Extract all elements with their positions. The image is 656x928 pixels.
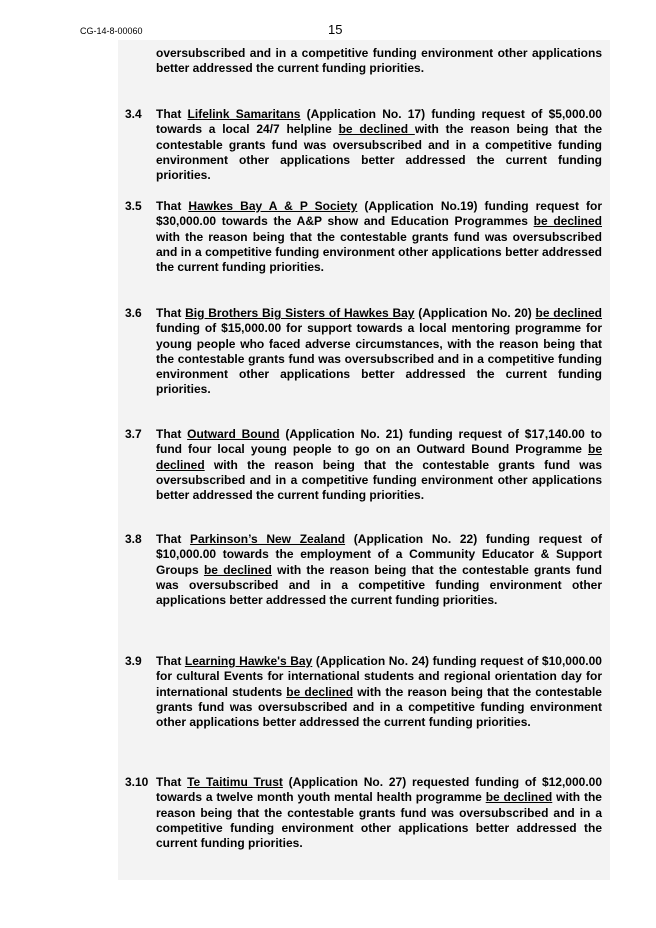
resolution-item: That Parkinson’s New Zealand (Application No. 22) funding request of $10,000.00 towards the employment of a Community Educator & Support Groups be declined with the reason being that the contestable grants fund was oversubscribed and in a competitive funding environment other applications better addressed the current funding priorities. [156, 532, 602, 608]
decision-text: be declined [203, 562, 272, 577]
resolution-item: That Lifelink Samaritans (Application No. 17) funding request of $5,000.00 towards a local 24/7 helpline be declined with the reason being that the contestable grants fund was oversubscribed and in a competitive funding environment other applications better addressed the current funding priorities. [156, 107, 602, 183]
organisation-name: Parkinson’s New Zealand [190, 532, 346, 546]
organisation-name: Lifelink Samaritans [187, 107, 301, 121]
decision-text: be declined [533, 214, 602, 229]
resolution-item: That Te Taitimu Trust (Application No. 27) requested funding of $12,000.00 towards a twelve month youth mental health programme be declined with the reason being that the contestable grants fund was oversubscribed and in a competitive funding environment other applications better addressed the current funding priorities. [156, 775, 602, 851]
decision-text: be declined [156, 442, 602, 472]
decision-text: be declined [535, 306, 602, 320]
item-number: 3.7 [125, 427, 142, 441]
resolution-item: That Big Brothers Big Sisters of Hawkes Bay (Application No. 20) be declined funding of $15,000.00 for support towards a local mentoring programme for young people who faced adverse circumstances, with the reason being that the contestable grants fund was oversubscribed and in a competitive funding environment other applications better addressed the current funding priorities. [156, 306, 602, 397]
item-number: 3.5 [125, 199, 142, 213]
item-number: 3.9 [125, 654, 142, 668]
page-number: 15 [328, 22, 343, 37]
organisation-name: Te Taitimu Trust [187, 775, 283, 789]
item-number: 3.10 [125, 775, 149, 789]
organisation-name: Big Brothers Big Sisters of Hawkes Bay [185, 306, 415, 320]
resolution-item: That Learning Hawke's Bay (Application No. 24) funding request of $10,000.00 for cultural Events for international students and regional orientation day for international students be declined with the reason being that the contestable grants fund was oversubscribed and in a competitive funding environment other applications better addressed the current funding priorities. [156, 654, 602, 730]
organisation-name: Learning Hawke's Bay [184, 654, 313, 668]
item-number: 3.8 [125, 532, 142, 546]
decision-text: be declined [338, 122, 415, 137]
decision-text: be declined [286, 684, 354, 699]
resolution-item: That Hawkes Bay A & P Society (Application No.19) funding request for $30,000.00 towards the A&P show and Education Programmes be declined with the reason being that the contestable grants fund was oversubscribed and in a competitive funding environment other applications better addressed the current funding priorities. [156, 199, 603, 275]
organisation-name: Outward Bound [187, 427, 280, 441]
resolution-item: That Outward Bound (Application No. 21) funding request of $17,140.00 to fund four local young people to go on an Outward Bound Programme be declined with the reason being that the contestable grants fund was oversubscribed and in a competitive funding environment other applications better addressed the current funding priorities. [156, 427, 602, 503]
decision-text: be declined [485, 790, 553, 805]
document-reference: CG-14-8-00060 [80, 26, 143, 36]
item-number: 3.4 [125, 107, 142, 121]
continuation-text: oversubscribed and in a competitive funding environment other applications better addressed the current funding priorities. [156, 46, 602, 76]
item-number: 3.6 [125, 306, 142, 320]
organisation-name: Hawkes Bay A & P Society [188, 199, 358, 213]
